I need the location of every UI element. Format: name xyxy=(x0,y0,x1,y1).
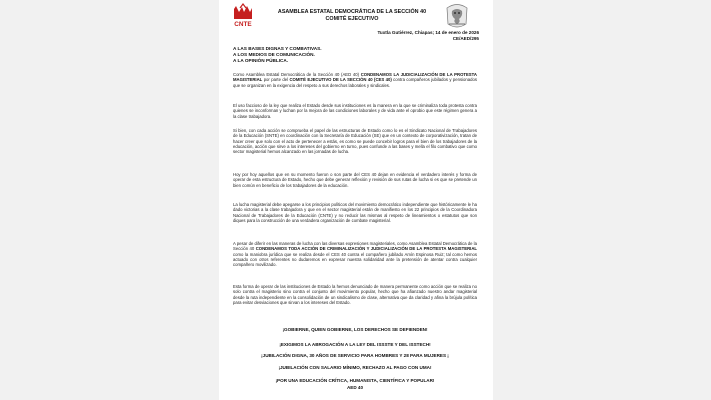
place-date: Tuxtla Gutiérrez, Chiapas; 14 de enero de 2026 xyxy=(377,30,479,35)
addressees xyxy=(233,46,322,64)
paragraph-text: por parte del xyxy=(262,77,290,83)
paragraph-6 xyxy=(233,241,477,267)
paragraph-text: contra compañeros jubilados y pensionados que se organizan en la exigencia del respeto a sus derechos laborales y sindicales. xyxy=(233,77,477,88)
paragraph-text: A pesar de diferir en las maneras de lucha con las diversas expresiones magisteriales, como Asamblea Estatal Democrática de la Sección 40 xyxy=(233,241,477,252)
slogan: ¡JUBILACIÓN CON SALARIO MÍNIMO, RECHAZO AL PAGO CON UMA! xyxy=(278,365,432,370)
paragraph-text: Como Asamblea Estatal Democrática de la Sección 40 (AED 40) xyxy=(233,72,361,77)
paragraph-7: Esta forma de operar de las instituciones de Estado la hemos denunciado de manera permanente como acción que se realiza no solo contra el magisterio sino contra el conjunto del movimiento popular, hecho que ha afianzado nuestro andar magisterial desde la ruta independiente en la consolidación de un sindicalismo de clase, alternativa que da claridad y afina la brújula política para evitar desviaciones que sirvan a los intereses del Estado. xyxy=(233,284,477,305)
addressee-line: A LAS BASES DIGNAS Y COMBATIVAS. xyxy=(233,46,322,51)
addressee-line: A LA OPINIÓN PÚBLICA. xyxy=(233,58,289,63)
paragraph-emphasis: CONDENAMOS LA JUDICIALIZACIÓN DE LA PROTESTA MAGISTERIAL xyxy=(233,72,477,83)
header-title: ASAMBLEA ESTATAL DEMOCRÁTICA DE LA SECCIÓN 40 xyxy=(277,9,427,15)
document-reference: CE/AED/295 xyxy=(452,36,479,41)
cnte-logo xyxy=(230,3,256,28)
paragraph-4: Hoy por hoy aquellos que en su momento fueron o son parte del CES 40 dejan en evidencia el verdadero interés y forma de operar de esta estructura de Estado, hecho que debe generar reflexión y revisión de sus rutas de lucha si es que se pretende un bien común en beneficio de los trabajadores de la educación. xyxy=(233,172,477,188)
slogan: ¡GOBIERNE, QUIEN GOBIERNE, LOS DERECHOS SE DEFIENDEN! xyxy=(282,327,428,332)
paragraph-emphasis: CONDENAMOS TODA ACCIÓN DE CRIMINALIZACIÓN Y JUDICIALIZACIÓN DE LA PROTESTA MAGISTERIAL xyxy=(255,246,477,252)
header-subtitle: COMITÉ EJECUTIVO xyxy=(325,16,379,22)
signature: AED 40 xyxy=(346,385,364,390)
document-page xyxy=(219,0,493,400)
paragraph-5: La lucha magisterial debe apegarse a los principios políticos del movimiento democrático independiente que históricamente le ha dado victorias a la clase trabajadora y que en el sector magisterial están de manifiesto en los 22 principios de la Coordinadora Nacional de Trabajadores de la Educación (CNTE) y no reducir las mismas al respeto de lineamientos o estatutos que son diques para la construcción de una verdadera organización de combate magisterial. xyxy=(233,202,477,223)
paragraph-text: como la maniobra jurídica que se realiza desde el CES 40 contra el compañero jubilado Amín Espinosa Ruiz; tal como hemos actuado con otros referentes no dudaremos en expresar nuestra solidaridad ante la pretensión de atentar contra cualquier compañero movilizado. xyxy=(233,251,477,267)
paragraph-2: El uso faccioso de la ley que realiza el Estado desde sus instituciones es la manera en la que se criminaliza toda protesta contra quienes se inconforman y luchan por la mejora de las condiciones laborales y de vida ante el oprobio que este régimen genera a la clase trabajadora. xyxy=(233,103,477,119)
cnte-logo-text: CNTE xyxy=(234,21,252,28)
place-date-block xyxy=(377,30,479,42)
paragraph-emphasis: COMITÉ EJECUTIVO DE LA SECCIÓN 40 (CES 40) xyxy=(289,77,392,83)
slogan: ¡JUBILACIÓN DIGNA, 30 AÑOS DE SERVICIO PARA HOMBRES Y 28 PARA MUJERES ¡ xyxy=(261,353,449,358)
slogan: ¡EXIGIMOS LA ABROGACIÓN A LA LEY DEL ISSSTE Y DEL ISSTECH! xyxy=(279,342,431,347)
paragraph-3: Si bien, con cada acción se comprueba el papel de las estructuras de Estado como lo es el Sindicato Nacional de Trabajadores de la Educación (SNTE) en coordinación con la Secretaría de Educación (SE) que en un contexto de corporativización, tratan de hacer creer que solo con el acto de pertenecer a estás, es como se puede concebir logros para el bien de los trabajadores de la educación, acción que sirve a los intereses del gobierno en turno, pues confunde a las bases y mella el filo combativo que como sector magisterial hemos alcanzado en las jornadas de lucha. xyxy=(233,128,477,154)
paragraph-1 xyxy=(233,72,477,88)
section-seal-logo xyxy=(443,2,471,30)
slogan: ¡POR UNA EDUCACIÓN CRÍTICA, HUMANISTA, CIENTÍFICA Y POPULAR! xyxy=(275,378,435,383)
addressee-line: A LOS MEDIOS DE COMUNICACIÓN. xyxy=(233,52,315,57)
